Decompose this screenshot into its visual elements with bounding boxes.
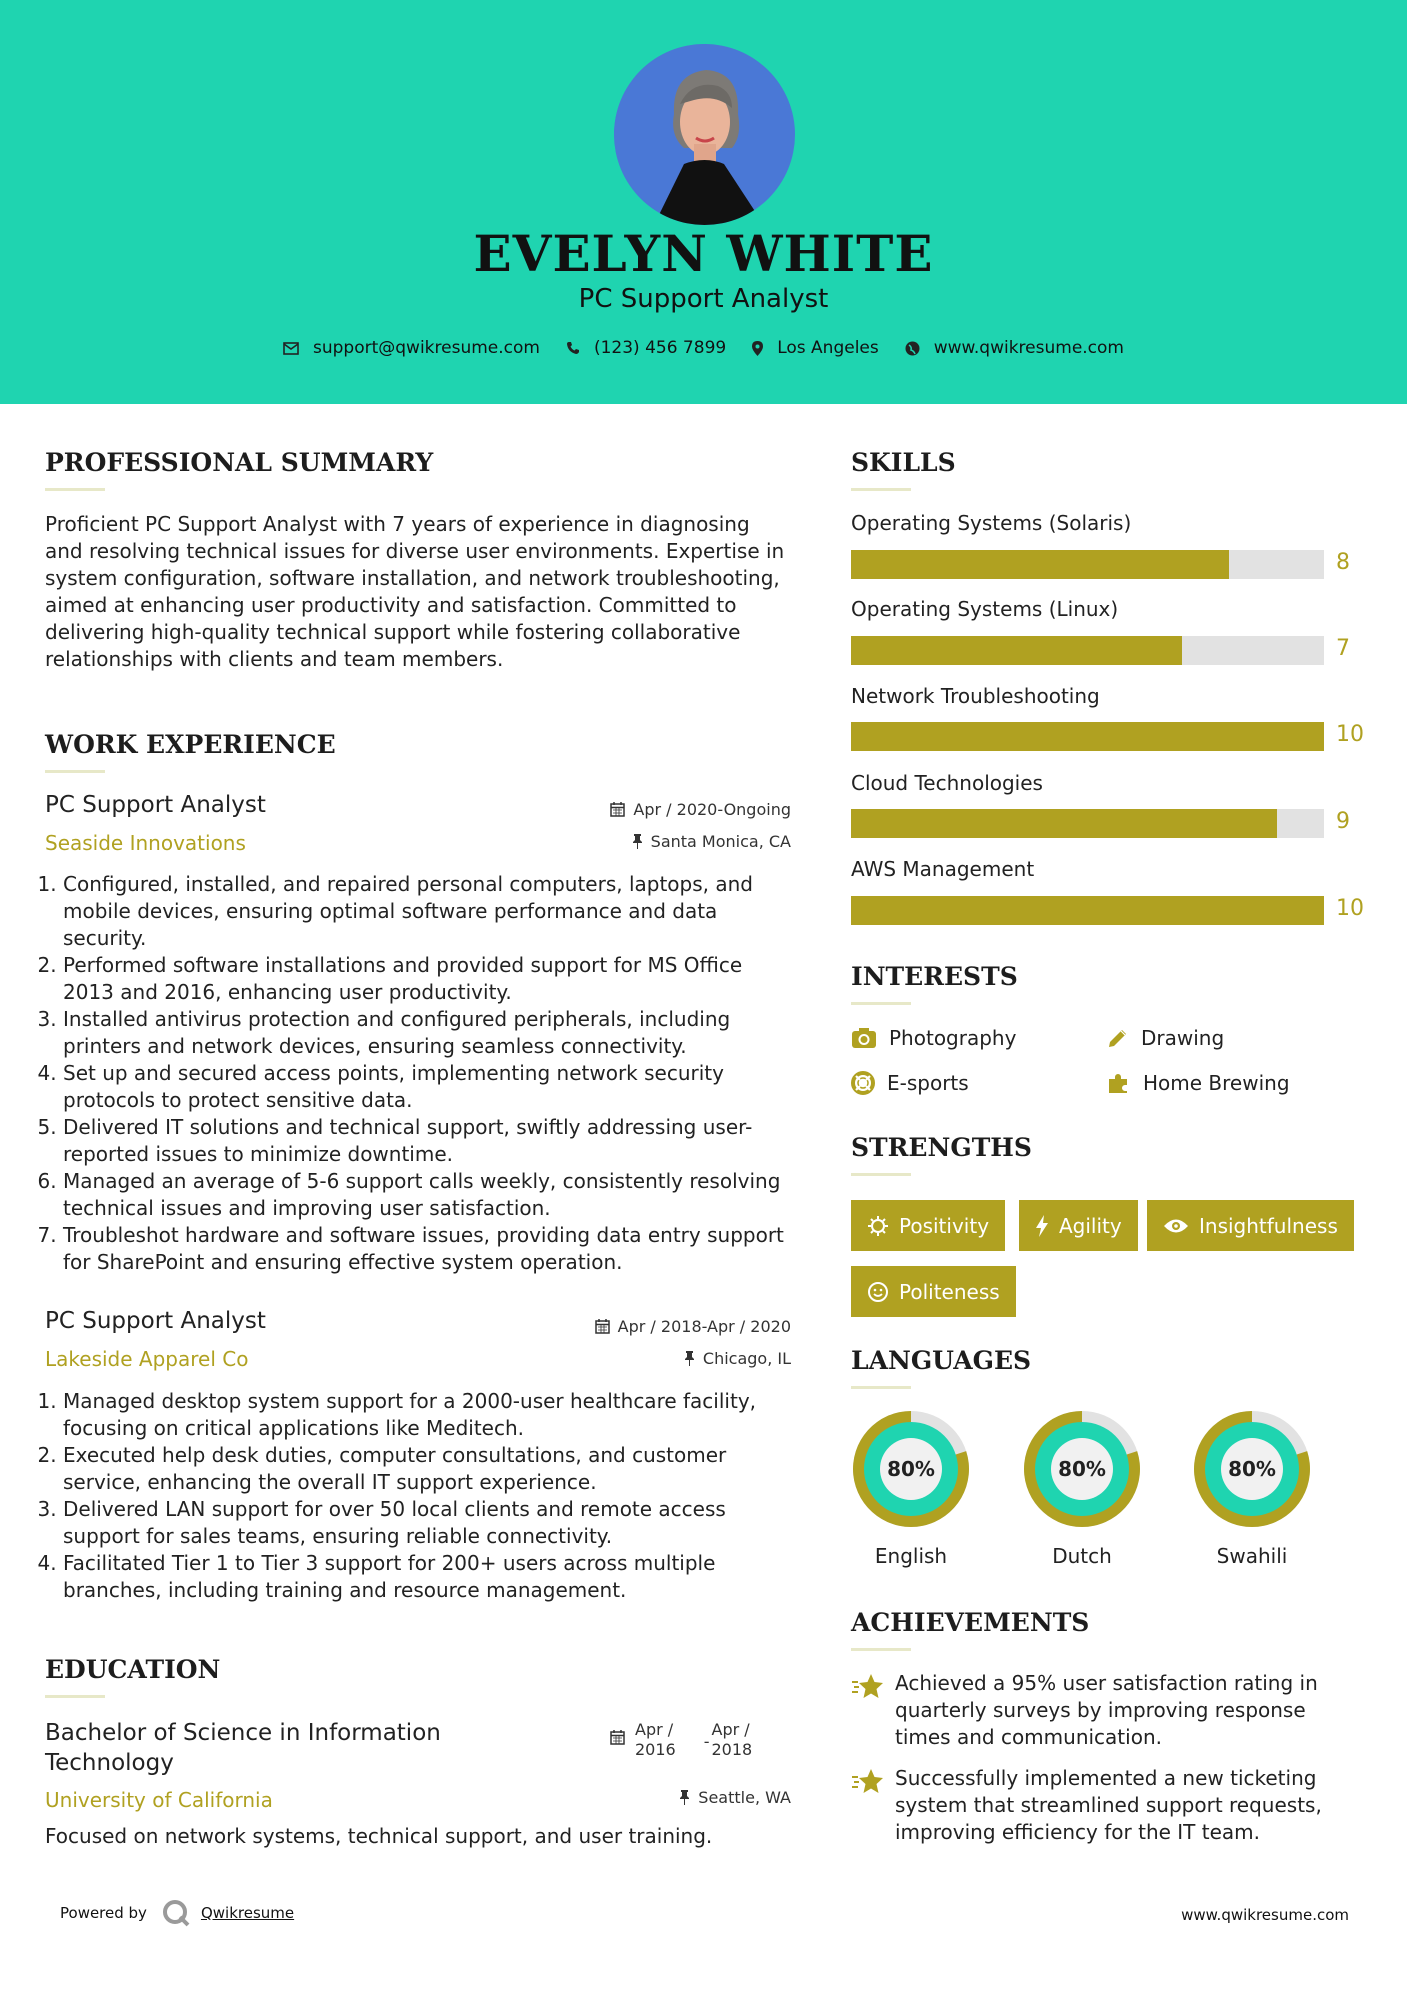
- education-dates: [610, 1720, 752, 1760]
- education-location: [679, 1788, 791, 1807]
- strength-badge: [1147, 1200, 1354, 1251]
- candidate-name: EVELYN WHITE: [473, 224, 934, 283]
- summary-heading: PROFESSIONAL SUMMARY: [45, 448, 434, 477]
- strength-badge: [1019, 1200, 1138, 1251]
- strengths-heading: STRENGTHS: [851, 1133, 1032, 1162]
- job-location: [684, 1349, 791, 1368]
- language-percent: 80%: [887, 1457, 935, 1481]
- language-percent: 80%: [1228, 1457, 1276, 1481]
- achievement-text: Successfully implemented a new ticketing system that streamlined support requests, improving efficiency for the IT team.: [895, 1766, 1322, 1844]
- skills-heading: SKILLS: [851, 448, 956, 477]
- skill-bar-fill: [851, 896, 1324, 925]
- pin-icon: [679, 1790, 690, 1805]
- language-name: Swahili: [1216, 1544, 1288, 1568]
- summary-divider: [45, 488, 105, 491]
- achievement-item: [851, 1670, 1365, 1751]
- website-text: www.qwikresume.com: [933, 338, 1124, 358]
- powered-by-text: Powered by: [60, 1904, 147, 1922]
- language-gauge: [1021, 1408, 1143, 1534]
- strength-label: Agility: [1059, 1213, 1122, 1238]
- pin-icon: [684, 1351, 695, 1366]
- interest-item: [1107, 1071, 1290, 1095]
- skill-bar-fill: [851, 550, 1229, 579]
- list-item: 1. Configured, installed, and repaired personal computers, laptops, and mobile devices, ensuring optimal software performance and data security.: [63, 871, 790, 952]
- strength-label: Politeness: [899, 1279, 1000, 1304]
- language-percent: 80%: [1058, 1457, 1106, 1481]
- interests-divider: [851, 1002, 911, 1005]
- skill-label: Operating Systems (Linux): [851, 597, 1119, 621]
- job-company: Seaside Innovations: [45, 831, 246, 855]
- smile-icon: [867, 1281, 889, 1303]
- summary-text: Proficient PC Support Analyst with 7 years of experience in diagnosing and resolving technical issues for diverse user environments. Expertise in system configuration, software installation, and network troubleshooting, aimed at enhancing user productivity and satisfaction. Committed to delivering high-quality technical support while fostering collaborative relationships with clients and team members.: [45, 512, 785, 671]
- interests-heading: INTERESTS: [851, 962, 1018, 991]
- strength-label: Positivity: [899, 1213, 990, 1238]
- interest-item: [851, 1071, 969, 1095]
- job-dates-text: Apr / 2018-Apr / 2020: [617, 1317, 791, 1336]
- globe-icon: [905, 341, 920, 356]
- job-dates-text: Apr / 2020-Ongoing: [633, 800, 791, 819]
- email-text: support@qwikresume.com: [313, 338, 540, 358]
- list-item: 7. Troubleshot hardware and software issues, providing data entry support for SharePoint and ensuring effective system operation.: [63, 1222, 790, 1276]
- interest-item: [1107, 1026, 1224, 1050]
- education-location-text: Seattle, WA: [698, 1788, 791, 1807]
- calendar-icon: [610, 1730, 625, 1745]
- skill-bar-fill: [851, 636, 1182, 665]
- achievement-text: Achieved a 95% user satisfaction rating in quarterly surveys by improving response times and communication.: [895, 1671, 1318, 1749]
- skill-label: AWS Management: [851, 857, 1035, 881]
- job-title: PC Support Analyst: [45, 1308, 266, 1334]
- interest-label: Photography: [889, 1026, 1017, 1050]
- experience-heading: WORK EXPERIENCE: [45, 730, 336, 759]
- calendar-icon: [595, 1319, 610, 1334]
- edu-end-month: Apr /: [711, 1720, 750, 1739]
- skill-value: 9: [1336, 809, 1350, 834]
- strength-badge: [851, 1266, 1016, 1317]
- education-heading: EDUCATION: [45, 1655, 221, 1684]
- bolt-icon: [1035, 1215, 1049, 1237]
- contact-website[interactable]: [905, 338, 1124, 358]
- skill-value: 8: [1336, 550, 1350, 575]
- list-item: 3. Delivered LAN support for over 50 local clients and remote access support for sales teams, ensuring reliable connectivity.: [63, 1496, 790, 1550]
- education-divider: [45, 1695, 105, 1698]
- brand-link[interactable]: Qwikresume: [200, 1904, 295, 1922]
- list-item: 5. Delivered IT solutions and technical support, swiftly addressing user-reported issues to minimize downtime.: [63, 1114, 790, 1168]
- header-banner: [0, 0, 1407, 404]
- experience-divider: [45, 770, 105, 773]
- list-item: 2. Executed help desk duties, computer consultations, and customer service, enhancing the overall IT support experience.: [63, 1442, 790, 1496]
- skill-bar: [851, 896, 1324, 925]
- list-item: 2. Performed software installations and provided support for MS Office 2013 and 2016, enhancing user productivity.: [63, 952, 790, 1006]
- list-item: 6. Managed an average of 5-6 support calls weekly, consistently resolving technical issues and improving user satisfaction.: [63, 1168, 790, 1222]
- contact-email[interactable]: [283, 338, 540, 358]
- job-bullets: [45, 871, 790, 1276]
- job-dates: [610, 800, 791, 819]
- degree-title: Bachelor of Science in Information Technology: [45, 1720, 441, 1776]
- contact-bar: [0, 338, 1407, 358]
- profile-photo: [614, 44, 795, 225]
- language-ring: [1021, 1408, 1143, 1530]
- list-item: 4. Facilitated Tier 1 to Tier 3 support for 200+ users across multiple branches, including training and resource management.: [63, 1550, 790, 1604]
- language-gauge: [850, 1408, 972, 1534]
- job-bullets: [45, 1388, 790, 1604]
- list-item: 1. Managed desktop system support for a 2000-user healthcare facility, focusing on critical applications like Meditech.: [63, 1388, 790, 1442]
- phone-icon: [566, 341, 580, 355]
- phone-text: (123) 456 7899: [593, 338, 727, 358]
- skill-bar: [851, 809, 1324, 838]
- pin-icon: [632, 834, 643, 849]
- qwikresume-logo-icon: [161, 1898, 191, 1928]
- star-icon: [851, 1767, 885, 1797]
- sun-icon: [867, 1215, 889, 1237]
- skills-divider: [851, 488, 911, 491]
- job-location: [632, 832, 791, 851]
- edu-start: [635, 1720, 676, 1760]
- skill-bar-fill: [851, 722, 1324, 751]
- strength-badge: [851, 1200, 1005, 1251]
- edu-date-dash: -: [703, 1732, 710, 1751]
- job-company: Lakeside Apparel Co: [45, 1347, 249, 1371]
- languages-divider: [851, 1386, 911, 1389]
- skill-label: Network Troubleshooting: [851, 684, 1100, 708]
- interest-label: Home Brewing: [1143, 1071, 1290, 1095]
- strengths-divider: [851, 1173, 911, 1176]
- edu-end: [712, 1720, 753, 1760]
- language-name: Dutch: [1052, 1544, 1112, 1568]
- skill-bar-fill: [851, 809, 1277, 838]
- pencil-icon: [1107, 1027, 1129, 1049]
- job-location-text: Chicago, IL: [702, 1349, 791, 1368]
- job-location-text: Santa Monica, CA: [650, 832, 791, 851]
- list-item: 4. Set up and secured access points, implementing network security protocols to protect sensitive data.: [63, 1060, 790, 1114]
- skill-bar: [851, 636, 1324, 665]
- skill-value: 10: [1336, 896, 1364, 921]
- job-title: PC Support Analyst: [45, 792, 266, 818]
- job-dates: [595, 1317, 791, 1336]
- skill-value: 7: [1336, 636, 1350, 661]
- skill-label: Operating Systems (Solaris): [851, 511, 1132, 535]
- interest-label: E-sports: [887, 1071, 969, 1095]
- map-marker-icon: [752, 341, 763, 356]
- interest-label: Drawing: [1141, 1026, 1225, 1050]
- skill-bar: [851, 722, 1324, 751]
- achievements-heading: ACHIEVEMENTS: [851, 1608, 1090, 1637]
- calendar-icon: [610, 802, 625, 817]
- skill-value: 10: [1336, 722, 1364, 747]
- interest-item: [851, 1026, 1016, 1050]
- star-icon: [851, 1672, 885, 1702]
- languages-heading: LANGUAGES: [851, 1346, 1032, 1375]
- language-ring: [850, 1408, 972, 1530]
- contact-phone[interactable]: [566, 338, 726, 358]
- contact-location: [752, 338, 879, 358]
- edu-end-year: 2018: [711, 1740, 753, 1759]
- achievement-item: [851, 1765, 1365, 1846]
- life-ring-icon: [851, 1071, 875, 1095]
- list-item: 3. Installed antivirus protection and configured peripherals, including printers and network devices, ensuring seamless connectivity.: [63, 1006, 790, 1060]
- strength-label: Insightfulness: [1199, 1213, 1338, 1238]
- edu-start-month: Apr /: [635, 1720, 674, 1739]
- language-ring: [1191, 1408, 1313, 1530]
- location-text: Los Angeles: [777, 338, 879, 358]
- language-gauge: [1191, 1408, 1313, 1534]
- achievements-divider: [851, 1648, 911, 1651]
- language-name: English: [874, 1544, 948, 1568]
- edu-start-year: 2016: [635, 1740, 676, 1759]
- candidate-role: PC Support Analyst: [578, 284, 829, 314]
- camera-icon: [851, 1027, 877, 1049]
- education-description: Focused on network systems, technical support, and user training.: [45, 1824, 713, 1848]
- eye-icon: [1163, 1217, 1189, 1235]
- skill-label: Cloud Technologies: [851, 771, 1043, 795]
- puzzle-icon: [1107, 1071, 1131, 1095]
- skill-bar: [851, 550, 1324, 579]
- envelope-icon: [283, 342, 299, 355]
- school-name: University of California: [45, 1788, 273, 1812]
- footer-branding: [60, 1898, 294, 1928]
- footer-url[interactable]: www.qwikresume.com: [1181, 1906, 1349, 1924]
